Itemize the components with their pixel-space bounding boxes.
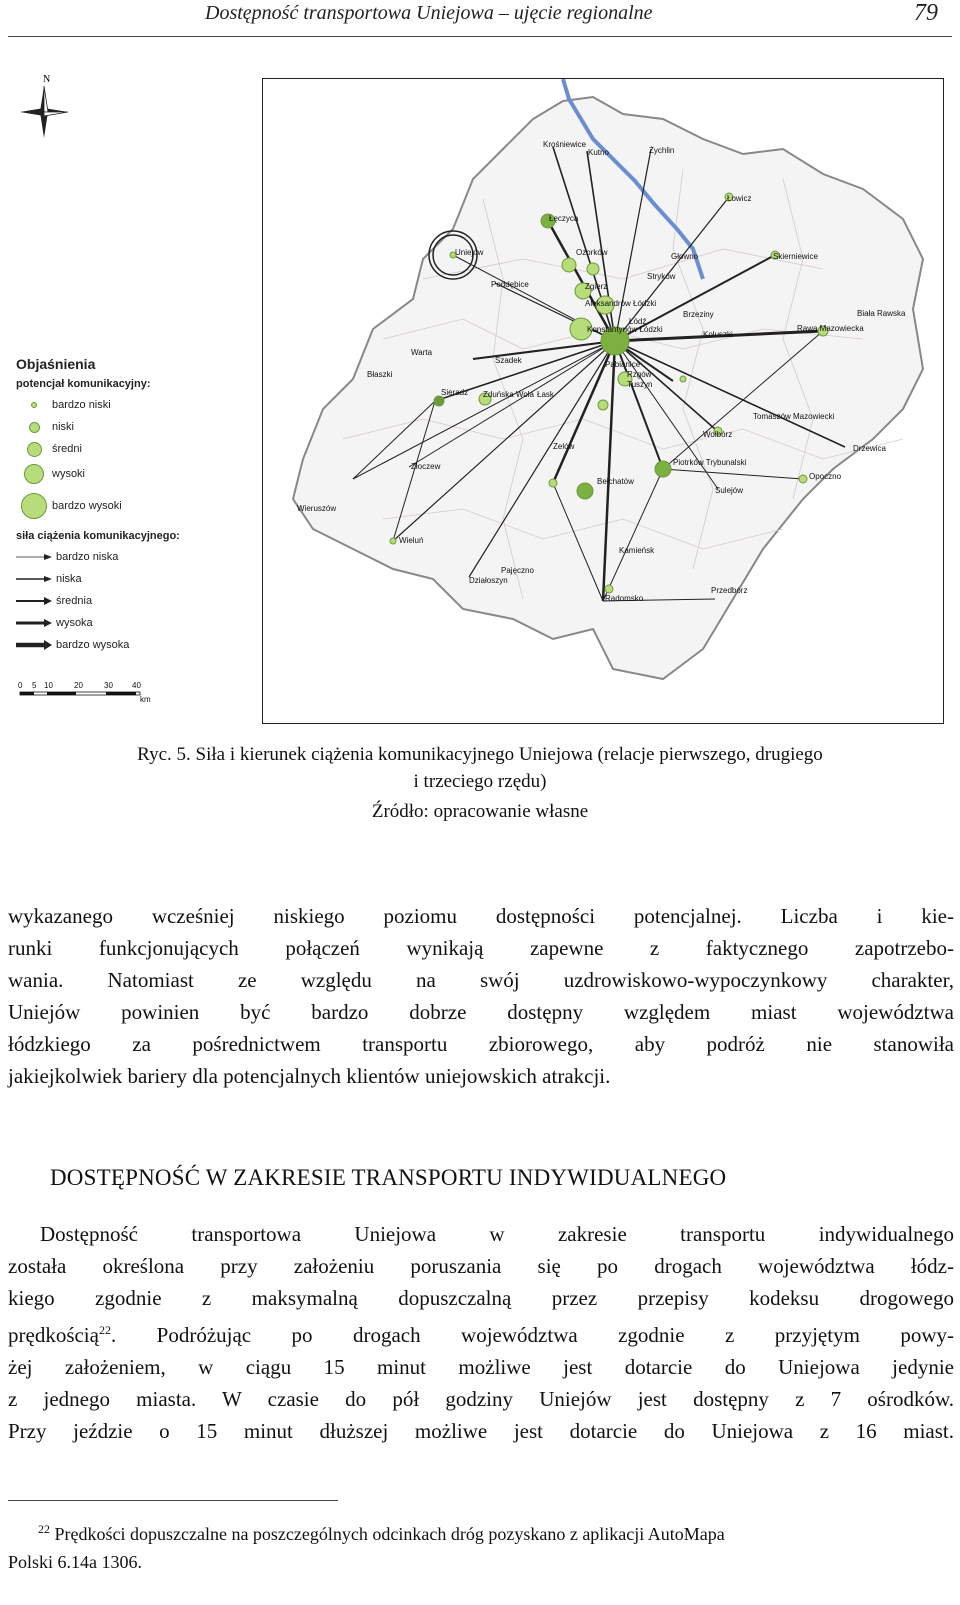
city-label: Pajęczno bbox=[501, 566, 534, 575]
legend-item: niska bbox=[16, 568, 256, 590]
legend-gravity-title: siła ciążenia komunikacyjnego: bbox=[16, 530, 180, 542]
city-label: Brzeziny bbox=[683, 310, 714, 319]
text-line: żej założeniem, w ciągu 15 minut możliwe jest dotarcie do Uniejowa jedynie bbox=[8, 1355, 954, 1379]
city-label: Tomaszów Mazowiecki bbox=[753, 412, 835, 421]
city-label: Rawa Mazowiecka bbox=[797, 324, 864, 333]
header-rule bbox=[8, 36, 952, 37]
footnote-number: 22 bbox=[38, 1522, 50, 1536]
city-label: Skierniewice bbox=[773, 252, 818, 261]
legend-item: wysoka bbox=[16, 612, 256, 634]
city-label: Drzewica bbox=[853, 444, 886, 453]
text-line: Dostępność transportowa Uniejowa w zakresie transportu indywidualnego bbox=[40, 1222, 954, 1246]
map-figure bbox=[262, 78, 944, 724]
paragraph-1 bbox=[8, 900, 954, 1092]
legend-item: wysoki bbox=[16, 460, 256, 488]
figure-caption-cont: i trzeciego rzędu) bbox=[413, 771, 547, 792]
city-label: Biała Rawska bbox=[857, 309, 906, 318]
figure-caption: Ryc. 5. Siła i kierunek ciążenia komunikacyjnego Uniejowa (relacje pierwszego, drugiego bbox=[137, 744, 823, 765]
city-label: Opoczno bbox=[809, 472, 842, 481]
text-line: jakiejkolwiek bariery dla potencjalnych klientów uniejowskich atrakcji. bbox=[8, 1064, 611, 1088]
city-label: Ozorków bbox=[576, 248, 608, 257]
paragraph-2 bbox=[8, 1218, 954, 1447]
legend-item: średnia bbox=[16, 590, 256, 612]
scale-bar bbox=[16, 680, 166, 706]
city-label: Warta bbox=[411, 348, 433, 357]
city-label: Szadek bbox=[495, 356, 522, 365]
city-label: Łódź bbox=[629, 317, 647, 326]
city-label: Zelów bbox=[553, 442, 575, 451]
text-line: runki funkcjonujących połączeń wynikają zapewne z faktycznego zapotrzebo- bbox=[8, 936, 954, 960]
legend-item: średni bbox=[16, 438, 256, 460]
city-label: Łowicz bbox=[727, 194, 752, 203]
north-label: N bbox=[43, 74, 51, 85]
city-label: Żychlin bbox=[649, 146, 675, 155]
city-label: Błaszki bbox=[367, 370, 393, 379]
city-label: Krośniewice bbox=[543, 140, 587, 149]
svg-text:0: 0 bbox=[18, 681, 23, 690]
footnote-ref: 22 bbox=[98, 1323, 111, 1337]
city-label: Łask bbox=[537, 390, 554, 399]
svg-text:30: 30 bbox=[104, 681, 113, 690]
text-line: łódzkiego za pośrednictwem transportu zbiorowego, aby podróż nie stanowiła bbox=[8, 1032, 954, 1056]
city-label: Wieluń bbox=[399, 536, 424, 545]
legend-title: Objaśnienia bbox=[16, 356, 96, 372]
svg-text:10: 10 bbox=[44, 681, 53, 690]
city-label: Zduńska Wola bbox=[483, 390, 534, 399]
city-label: Stryków bbox=[647, 272, 676, 281]
city-label: Sulejów bbox=[715, 486, 744, 495]
legend-item: niski bbox=[16, 416, 256, 438]
city-label: Łęczyca bbox=[549, 214, 579, 223]
footnote-rule bbox=[8, 1500, 338, 1501]
city-label: Zgierz bbox=[585, 282, 608, 291]
svg-text:5: 5 bbox=[32, 681, 37, 690]
map-legend bbox=[16, 356, 256, 656]
city-label: Działoszyn bbox=[469, 576, 508, 585]
legend-item: bardzo niska bbox=[16, 546, 256, 568]
text-line: wykazanego wcześniej niskiego poziomu dostępności potencjalnej. Liczba i kie- bbox=[8, 904, 954, 928]
city-label: Kamieńsk bbox=[619, 546, 655, 555]
legend-potential-title: potencjał komunikacyjny: bbox=[16, 378, 151, 390]
city-label: Wolbórz bbox=[703, 430, 733, 439]
city-label: Złoczew bbox=[411, 462, 441, 471]
page-number: 79 bbox=[914, 0, 938, 26]
text-line: prędkością$^{22}$. Podróżując po drogach województwa zgodnie z przyjętym powy- bbox=[8, 1323, 954, 1347]
city-label: Bełchatów bbox=[597, 477, 634, 486]
svg-text:km: km bbox=[140, 695, 151, 704]
city-label: Aleksandrów Łódzki bbox=[585, 299, 657, 308]
section-heading: DOSTĘPNOŚĆ W ZAKRESIE TRANSPORTU INDYWIDUALNEGO bbox=[50, 1165, 727, 1190]
city-label: Koluszki bbox=[703, 330, 733, 339]
city-label: Sieradz bbox=[441, 388, 469, 397]
text-line: Uniejów powinien być bardzo dobrze dostępny względem miast województwa bbox=[8, 1000, 954, 1024]
text-line: Przy jeździe o 15 minut dłuższej możliwe jest dotarcie do Uniejowa z 16 miast. bbox=[8, 1419, 954, 1443]
city-label: Radomsko bbox=[605, 594, 644, 603]
text-line: kiego zgodnie z maksymalną dopuszczalną przez przepisy kodeksu drogowego bbox=[8, 1286, 954, 1310]
city-label: Uniejów bbox=[455, 248, 484, 257]
city-label: Kutno bbox=[588, 148, 609, 157]
city-label: Wieruszów bbox=[297, 504, 337, 513]
figure-source: Źródło: opracowanie własne bbox=[371, 801, 589, 822]
city-label: Rzgów bbox=[627, 370, 652, 379]
text-line: z jednego miasta. W czasie do pół godziny Uniejów jest dostępny z 7 ośrodków. bbox=[8, 1387, 954, 1411]
north-arrow-icon bbox=[18, 72, 74, 142]
svg-text:20: 20 bbox=[74, 681, 83, 690]
running-header bbox=[0, 0, 960, 38]
legend-item: bardzo niski bbox=[16, 394, 256, 416]
text-line: została określona przy założeniu poruszania się po drogach województwa łódz- bbox=[8, 1254, 954, 1278]
footnote: $^{22}$ Prędkości dopuszczalne na poszczególnych odcinkach dróg pozyskano z aplikacji AutoMapa Polski 6.14a 1306. bbox=[8, 1522, 725, 1572]
legend-item: bardzo wysoki bbox=[16, 488, 256, 524]
city-label: Przedbórz bbox=[711, 586, 748, 595]
city-label: Pabianice bbox=[605, 360, 641, 369]
city-label: Piotrków Trybunalski bbox=[673, 458, 747, 467]
city-label: Poddębice bbox=[491, 280, 529, 289]
legend-item: bardzo wysoka bbox=[16, 634, 256, 656]
running-title: Dostępność transportowa Uniejowa – ujęcie regionalne bbox=[205, 2, 653, 24]
svg-text:40: 40 bbox=[132, 681, 141, 690]
city-label: Tuszyn bbox=[627, 380, 653, 389]
text-line: wania. Natomiast ze względu na swój uzdrowiskowo-wypoczynkowy charakter, bbox=[8, 968, 954, 992]
city-label: Konstantynów Łódzki bbox=[587, 325, 663, 334]
city-label: Głowno bbox=[671, 252, 699, 261]
